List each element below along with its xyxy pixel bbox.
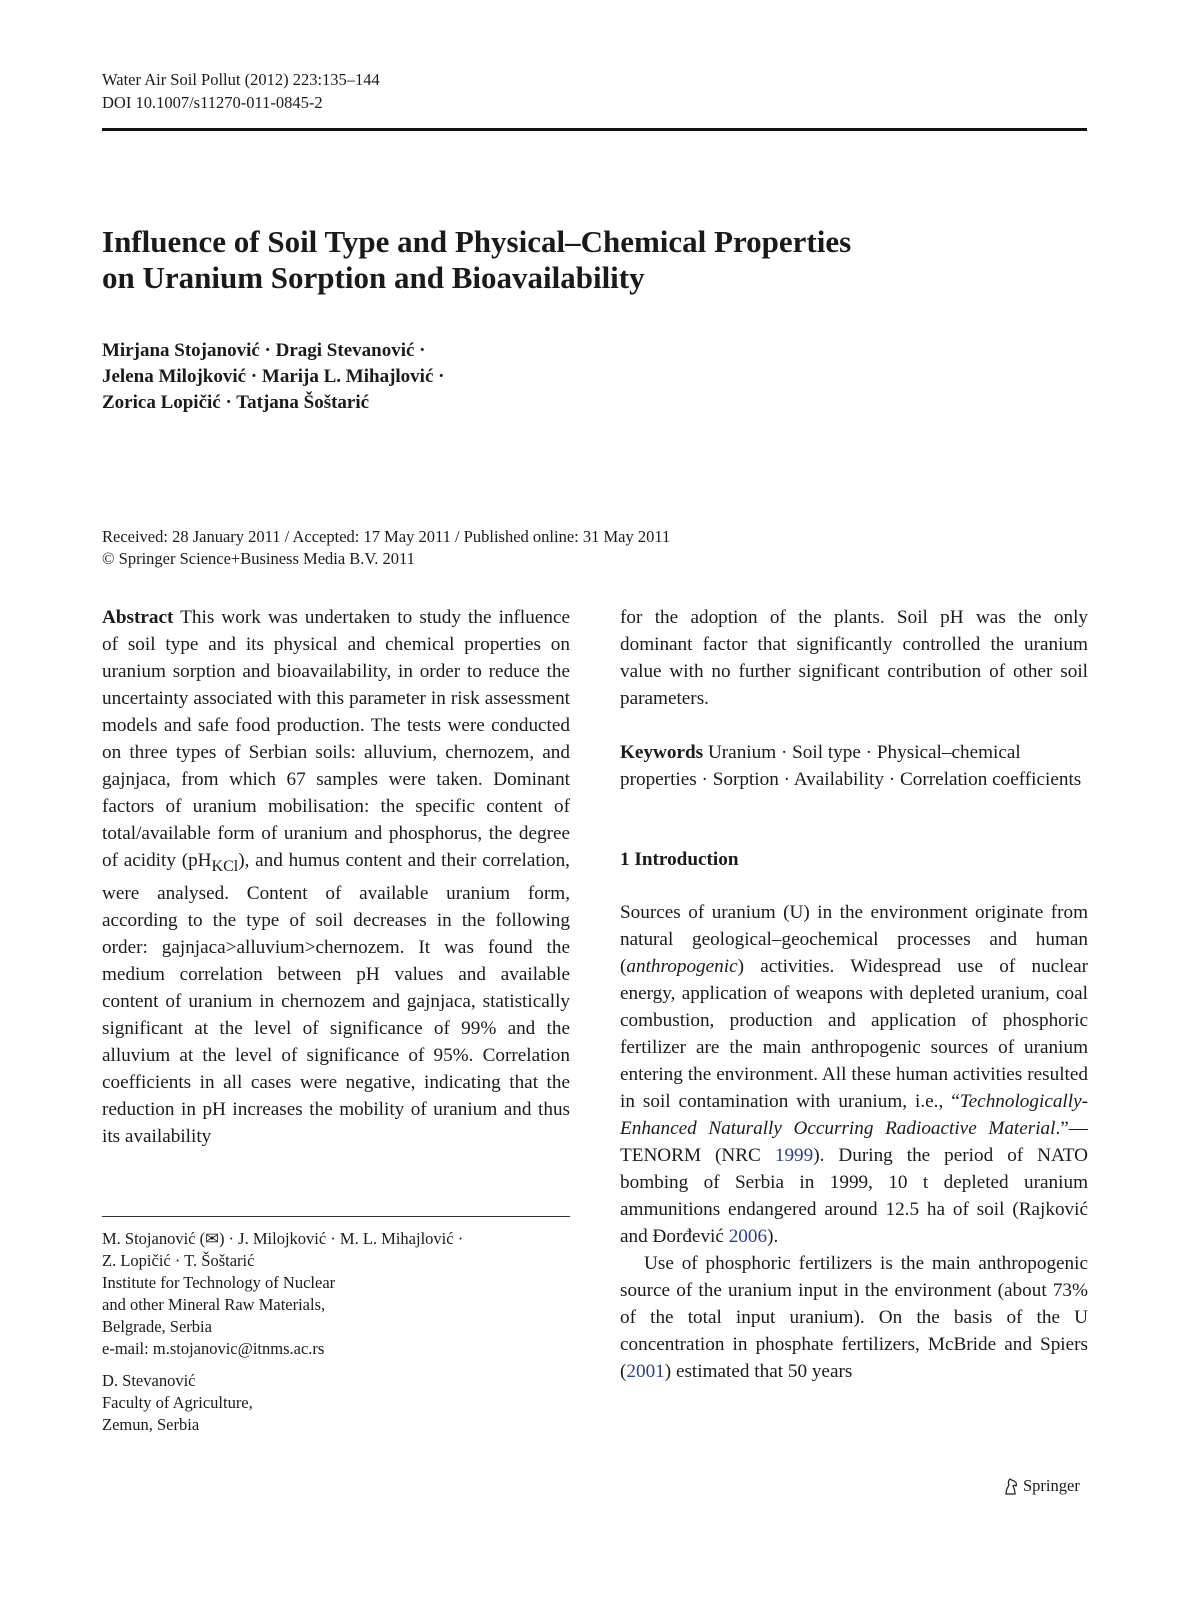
italic-text: Technologically-Enhanced Naturally Occurring Radioactive Material (620, 1091, 1088, 1139)
body-text: ) estimated that 50 years (664, 1361, 853, 1382)
publisher-name: Springer (1023, 1476, 1080, 1495)
intro-paragraph-2 (620, 1250, 1088, 1385)
body-text: Use of phosphoric fertilizers is the main anthropogenic source of the uranium input in the environment (about 73% of the total input uranium). On the basis of the U concentration in phosphate fertilizers, McBride and Spiers ( (620, 1253, 1088, 1382)
publisher-footer (1003, 1476, 1080, 1496)
title-line: on Uranium Sorption and Bioavailability (102, 260, 645, 295)
keywords (620, 739, 1088, 793)
keywords-label: Keywords (620, 742, 704, 763)
title-line: Influence of Soil Type and Physical–Chemical Properties (102, 224, 852, 259)
author-line: Zorica Lopičić · Tatjana Šoštarić (102, 392, 370, 413)
paper-title (102, 224, 1022, 296)
body-text: Sources of uranium (U) in the environment originate from natural geological–geochemical processes and human ( (620, 902, 1088, 977)
author-list (102, 338, 444, 416)
keywords-text: Uranium · Soil type · Physical–chemical properties · Sorption · Availability · Correlation coefficients (620, 742, 1082, 790)
journal-header (102, 68, 380, 114)
body-text: .”—TENORM (NRC (620, 1118, 1088, 1166)
right-column (620, 604, 1088, 1385)
affiliation-line: Institute for Technology of Nuclear (102, 1273, 336, 1292)
affiliation-line: M. Stojanović (✉) · J. Milojković · M. L. Mihajlović · (102, 1229, 464, 1248)
body-text: ). (767, 1226, 779, 1247)
publication-dates (102, 526, 670, 570)
springer-horse-logo-icon (1003, 1477, 1019, 1495)
citation-link[interactable]: 2006 (728, 1226, 768, 1247)
italic-text: anthropogenic (626, 956, 738, 977)
abstract-continued: for the adoption of the plants. Soil pH was the only dominant factor that significantly controlled the uranium value with no further significant contribution of other soil parameters. (620, 607, 1088, 709)
abstract-text: ), and humus content and their correlation, were analysed. Content of available uranium form, according to the type of soil decreases in the following order: gajnjaca>alluvium>chernozem. It was found the medium correlation between pH values and available content of uranium in chernozem and gajnjaca, statistically significant at the level of significance of 99% and the alluvium at the level of significance of 95%. Correlation coefficients in all cases were negative, indicating that the reduction in pH increases the mobility of uranium and thus its availability (102, 850, 570, 1147)
affiliation-line: and other Mineral Raw Materials, (102, 1295, 326, 1314)
author-line: Mirjana Stojanović · Dragi Stevanović · (102, 340, 426, 361)
affiliation-line: D. Stevanović (102, 1371, 196, 1390)
journal-citation: Water Air Soil Pollut (2012) 223:135–144 (102, 70, 380, 89)
section-heading: 1 Introduction (620, 849, 739, 870)
ph-subscript: KCl (211, 857, 239, 875)
history-dates: Received: 28 January 2011 / Accepted: 17 May 2011 / Published online: 31 May 2011 (102, 527, 671, 546)
copyright: © Springer Science+Business Media B.V. 2011 (102, 549, 415, 568)
affiliation-line: Faculty of Agriculture, (102, 1393, 253, 1412)
intro-paragraph-1 (620, 899, 1088, 1250)
doi: DOI 10.1007/s11270-011-0845-2 (102, 93, 323, 112)
body-text: ). During the period of NATO bombing of Serbia in 1999, 10 t depleted uranium ammunitions endangered around 12.5 ha of soil (Rajković and Đorđević (620, 1145, 1088, 1247)
affiliation-line: Belgrade, Serbia (102, 1317, 212, 1336)
abstract (102, 604, 570, 1150)
email-line: e-mail: m.stojanovic@itnms.ac.rs (102, 1339, 325, 1358)
footnote-rule (102, 1216, 570, 1217)
left-column (102, 604, 570, 1150)
affiliation-line: Z. Lopičić · T. Šoštarić (102, 1251, 255, 1270)
abstract-label: Abstract (102, 607, 174, 628)
body-text: ) activities. Widespread use of nuclear energy, application of weapons with depleted uranium, coal combustion, production and application of phosphoric fertilizer are the main anthropogenic sources of uranium entering the environment. All these human activities resulted in soil contamination with uranium, i.e., “ (620, 956, 1088, 1112)
header-rule (102, 128, 1087, 131)
affiliations-footnote (102, 1228, 570, 1436)
author-line: Jelena Milojković · Marija L. Mihajlović · (102, 366, 445, 387)
citation-link[interactable]: 1999 (774, 1145, 814, 1166)
affiliation-line: Zemun, Serbia (102, 1415, 200, 1434)
abstract-text: This work was undertaken to study the influence of soil type and its physical and chemical properties on uranium sorption and bioavailability, in order to reduce the uncertainty associated with this parameter in risk assessment models and safe food production. The tests were conducted on three types of Serbian soils: alluvium, chernozem, and gajnjaca, from which 67 samples were taken. Dominant factors of uranium mobilisation: the specific content of total/available form of uranium and phosphorus, the degree of acidity (pH (102, 607, 570, 871)
citation-link[interactable]: 2001 (626, 1361, 665, 1382)
